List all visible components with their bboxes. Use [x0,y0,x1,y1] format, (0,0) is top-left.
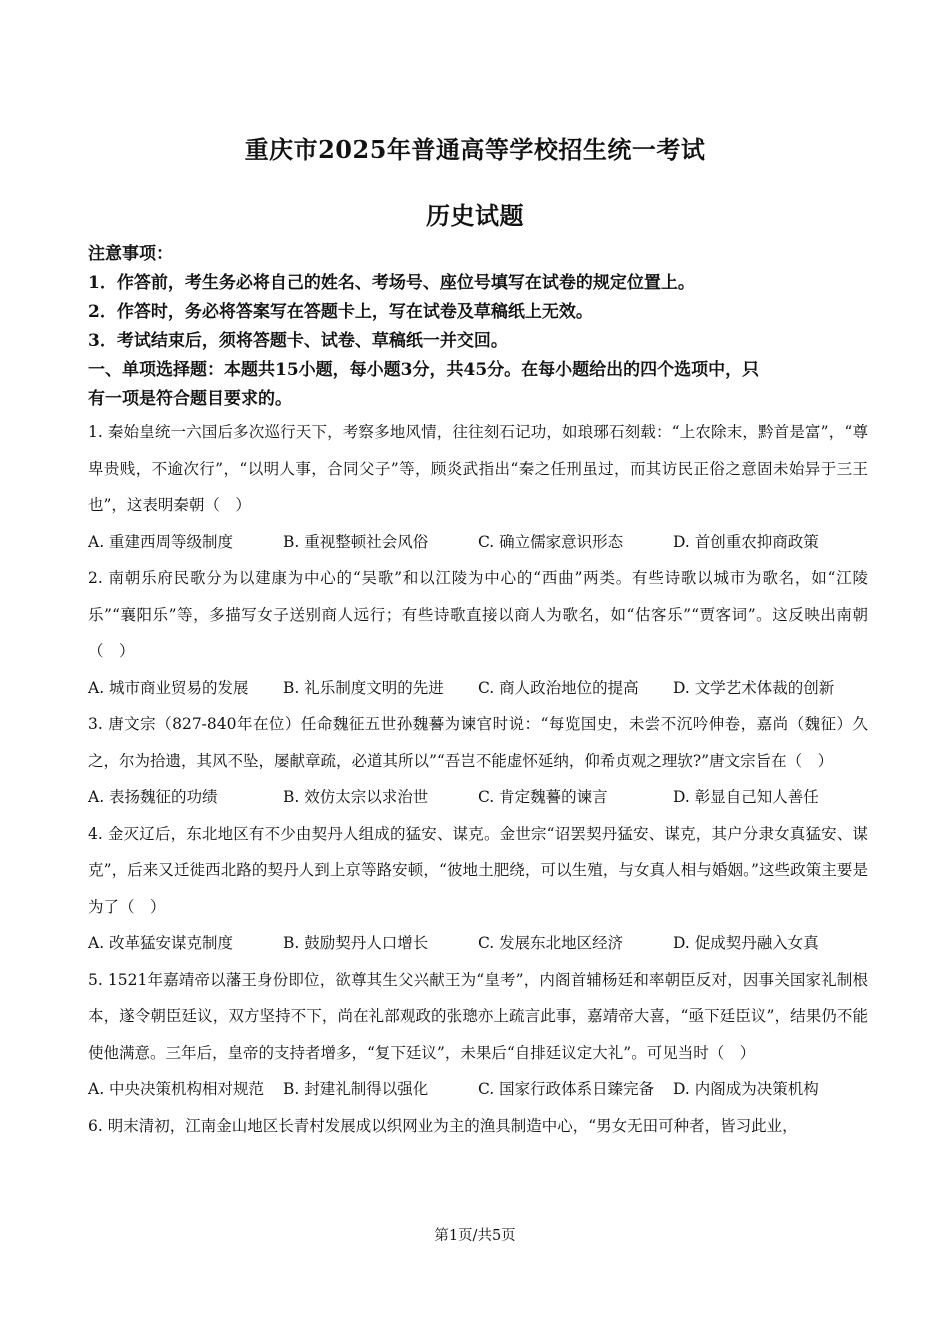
section-line: 有一项是符合题目要求的。 [88,389,292,409]
option-row [88,779,868,816]
question-stem: 5. 1521年嘉靖帝以藩王身份即位，欲尊其生父兴献王为“皇考”，内阁首辅杨廷和率朝臣反对，因事关国家礼制根本，遂令朝臣廷议，双方坚持不下，尚在礼部观政的张璁亦上疏言此事，嘉靖帝大喜，“亟下廷臣议”，结果仍不能使他满意。三年后，皇帝的支持者增多，“复下廷议”，未果后“自排廷议定大礼”。可见当时（ ） [88,970,868,1062]
option-b: B. 鼓励契丹人口增长 [283,934,429,952]
option-c: C. 确立儒家意识形态 [478,532,624,551]
option-row [88,1071,868,1108]
option-b: B. 礼乐制度文明的先进 [283,678,444,697]
exam-subtitle: 历史试题 [426,201,524,230]
option-d: D. 彰显自己知人善任 [673,788,819,806]
section-heading [88,356,868,414]
option-c: C. 肯定魏謩的谏言 [478,788,608,806]
option-b: B. 封建礼制得以强化 [283,1080,429,1098]
notice-item: 2．作答时，务必将答案写在答题卡上，写在试卷及草稿纸上无效。 [88,302,593,322]
option-a: A. 中央决策机构相对规范 [88,1080,265,1098]
exam-title: 重庆市2025年普通高等学校招生统一考试 [244,135,706,164]
option-a: A. 城市商业贸易的发展 [88,678,249,697]
question-stem: 1. 秦始皇统一六国后多次巡行天下，考察多地风情，往往刻石记功，如琅琊石刻载：“上农除末，黔首是富”，“尊卑贵贱，不逾次行”，“以明人事，合同父子”等，顾炎武指出“秦之任刑虽过，而其访民正俗之意固未始异于三王也”，这表明秦朝（ ） [88,423,868,514]
notice-item: 1．作答前，考生务必将自己的姓名、考场号、座位号填写在试卷的规定位置上。 [88,273,695,293]
option-row [88,925,868,962]
question-stem: 2. 南朝乐府民歌分为以建康为中心的“吴歌”和以江陵为中心的“西曲”两类。有些诗歌以城市为歌名，如“江陵乐”“襄阳乐”等，多描写女子送别商人远行；有些诗歌直接以商人为歌名，如“估客乐”“贾客词”。这反映出南朝（ ） [88,569,868,660]
option-b: B. 效仿太宗以求治世 [283,788,429,806]
question-list [88,414,868,1144]
option-d: D. 文学艺术体裁的创新 [673,678,835,697]
option-a: A. 改革猛安谋克制度 [88,934,234,952]
option-c: C. 发展东北地区经济 [478,934,624,952]
option-a: A. 表扬魏征的功绩 [88,788,218,806]
option-b: B. 重视整顿社会风俗 [283,532,429,551]
page-footer: 第1页/共5页 [434,1228,516,1244]
question-stem: 6. 明末清初，江南金山地区长青村发展成以织网业为主的渔具制造中心，“男女无田可种者，皆习此业， [88,1116,798,1135]
option-c: C. 国家行政体系日臻完备 [478,1080,655,1098]
option-c: C. 商人政治地位的提高 [478,678,639,697]
option-d: D. 内阁成为决策机构 [673,1080,819,1098]
notice-block [88,240,868,356]
question-stem: 3. 唐文宗（827-840年在位）任命魏征五世孙魏謩为谏官时说：“每览国史，未尝不沉吟伸卷，嘉尚（魏征）久之，尔为拾遗，其风不坠，屡献章疏，必道其所以”“吾岂不能虚怀延纳，仰希贞观之理欤?”唐文宗旨在（ ） [88,715,868,770]
question-stem: 4. 金灭辽后，东北地区有不少由契丹人组成的猛安、谋克。金世宗“诏罢契丹猛安、谋克，其户分隶女真猛安、谋克”，后来又迁徙西北路的契丹人到上京等路安顿，“彼地土肥绕，可以生殖，与女真人相与婚姻。”这些政策主要是为了（ ） [88,824,868,916]
option-d: D. 首创重农抑商政策 [673,532,819,551]
notice-heading: 注意事项： [88,244,173,264]
option-a: A. 重建西周等级制度 [88,532,234,551]
notice-item: 3．考试结束后，须将答题卡、试卷、草稿纸一并交回。 [88,331,508,351]
option-row [88,670,868,707]
option-row [88,524,868,561]
section-line: 一、单项选择题：本题共15小题，每小题3分，共45分。在每小题给出的四个选项中，只 [88,360,760,380]
option-d: D. 促成契丹融入女真 [673,934,819,952]
